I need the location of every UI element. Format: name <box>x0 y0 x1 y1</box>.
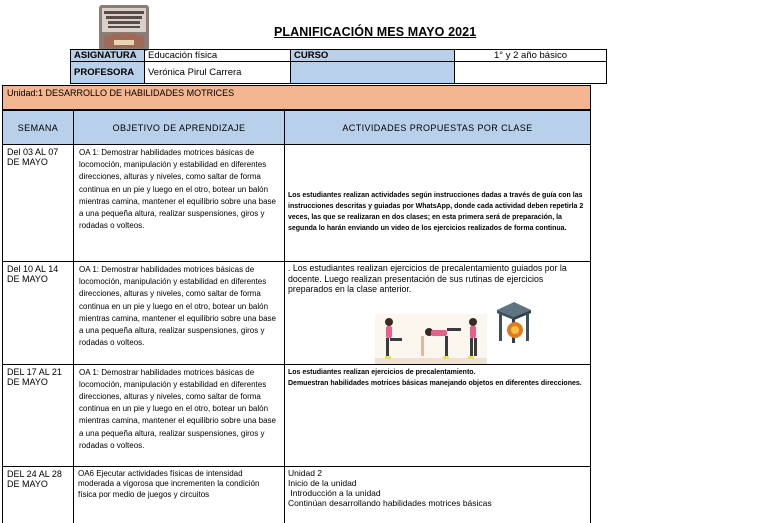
curso-label: CURSO <box>291 50 455 62</box>
curso-value: 1° y 2 año básico <box>455 50 607 62</box>
column-header-objetivo: OBJETIVO DE APRENDIZAJE <box>74 111 285 145</box>
semana-cell: DEL 17 AL 21 DE MAYO <box>3 364 74 466</box>
stool-tire-image <box>493 300 535 344</box>
actividad-cell <box>285 466 591 523</box>
actividad-cell <box>285 364 591 466</box>
actividad-cell <box>285 262 591 365</box>
actividad-cell: Los estudiantes realizan actividades según instrucciones dadas a través de guía con las instrucciones descritas y guiadas por WhatsApp, donde cada actividad deben repetirla 2 veces, las que se realizaran en dos clases; en esta primera será de preparación, la segunda lo harán enviando un video de los ejercicios realizados de forma continua. <box>285 145 591 262</box>
empty-cell <box>455 62 607 84</box>
actividad-line: Introducción a la unidad <box>288 487 381 498</box>
actividad-line: Continúan desarrollando habilidades motrices básicas <box>288 497 492 508</box>
table-row <box>3 466 591 523</box>
table-row <box>3 364 591 466</box>
actividad-text: . Los estudiantes realizan ejercicios de precalentamiento guiados por la docente. Luego realizan presentación de sus rutinas de ejercicios preparados en la clase anterior. <box>288 263 567 294</box>
curso-empty-cell <box>291 62 455 84</box>
info-table <box>70 49 607 84</box>
profesora-label: PROFESORA <box>71 62 145 84</box>
objetivo-cell: OA 1: Demostrar habilidades motrices básicas de locomoción, manipulación y estabilidad en diferentes direcciones, alturas y niveles, como saltar de forma continua en un pie y luego en el otro, botear un balón mientras camina, mantener el equilibrio sobre una base a una pequeña altura, realizar suspensiones, giros y rodadas o volteos. <box>74 364 285 466</box>
column-header-actividades: ACTIVIDADES PROPUESTAS POR CLASE <box>285 111 591 145</box>
semana-cell: DEL 24 AL 28 DE MAYO <box>3 466 74 523</box>
objetivo-cell: OA 1: Demostrar habilidades motrices básicas de locomoción, manipulación y estabilidad en diferentes direcciones, alturas y niveles, como saltar de forma continua en un pie y luego en el otro, botear un balón mientras camina, mantener el equilibrio sobre una base a una pequeña altura, realizar suspensiones, giros y rodadas o volteos. <box>74 145 285 262</box>
exercise-figures-image <box>375 314 487 364</box>
actividad-line: Inicio de la unidad <box>288 477 357 488</box>
planning-table <box>2 110 591 523</box>
objetivo-cell: OA 1: Demostrar habilidades motrices básicas de locomoción, manipulación y estabilidad en diferentes direcciones, alturas y niveles, como saltar de forma continua en un pie y luego en el otro, botear un balón mientras camina, mantener el equilibrio sobre una base a una pequeña altura, realizar suspensiones, giros y rodadas o volteos. <box>74 262 285 365</box>
exercise-illustrations <box>375 300 590 364</box>
table-row <box>3 145 591 262</box>
semana-cell: Del 10 AL 14 DE MAYO <box>3 262 74 365</box>
school-logo <box>98 4 150 52</box>
actividad-line: Unidad 2 <box>288 467 323 478</box>
actividad-line: Demuestran habilidades motrices básicas manejando objetos en diferentes direcciones. <box>288 379 582 387</box>
asignatura-label: ASIGNATURA <box>71 50 145 62</box>
page-title: PLANIFICACIÓN MES MAYO 2021 <box>274 25 477 39</box>
unidad-banner: Unidad:1 DESARROLLO DE HABILIDADES MOTRICES <box>2 85 591 110</box>
semana-cell: Del 03 AL 07 DE MAYO <box>3 145 74 262</box>
column-header-semana: SEMANA <box>3 111 74 145</box>
profesora-value: Verónica Pirul Carrera <box>145 62 291 84</box>
actividad-line: Los estudiantes realizan ejercicios de precalentamiento. <box>288 368 476 376</box>
table-row <box>3 262 591 365</box>
asignatura-value: Educación física <box>145 50 291 62</box>
objetivo-cell: OA6 Ejecutar actividades físicas de intensidad moderada a vigorosa que incrementen la condición física por medio de juegos y circuitos <box>74 466 285 523</box>
